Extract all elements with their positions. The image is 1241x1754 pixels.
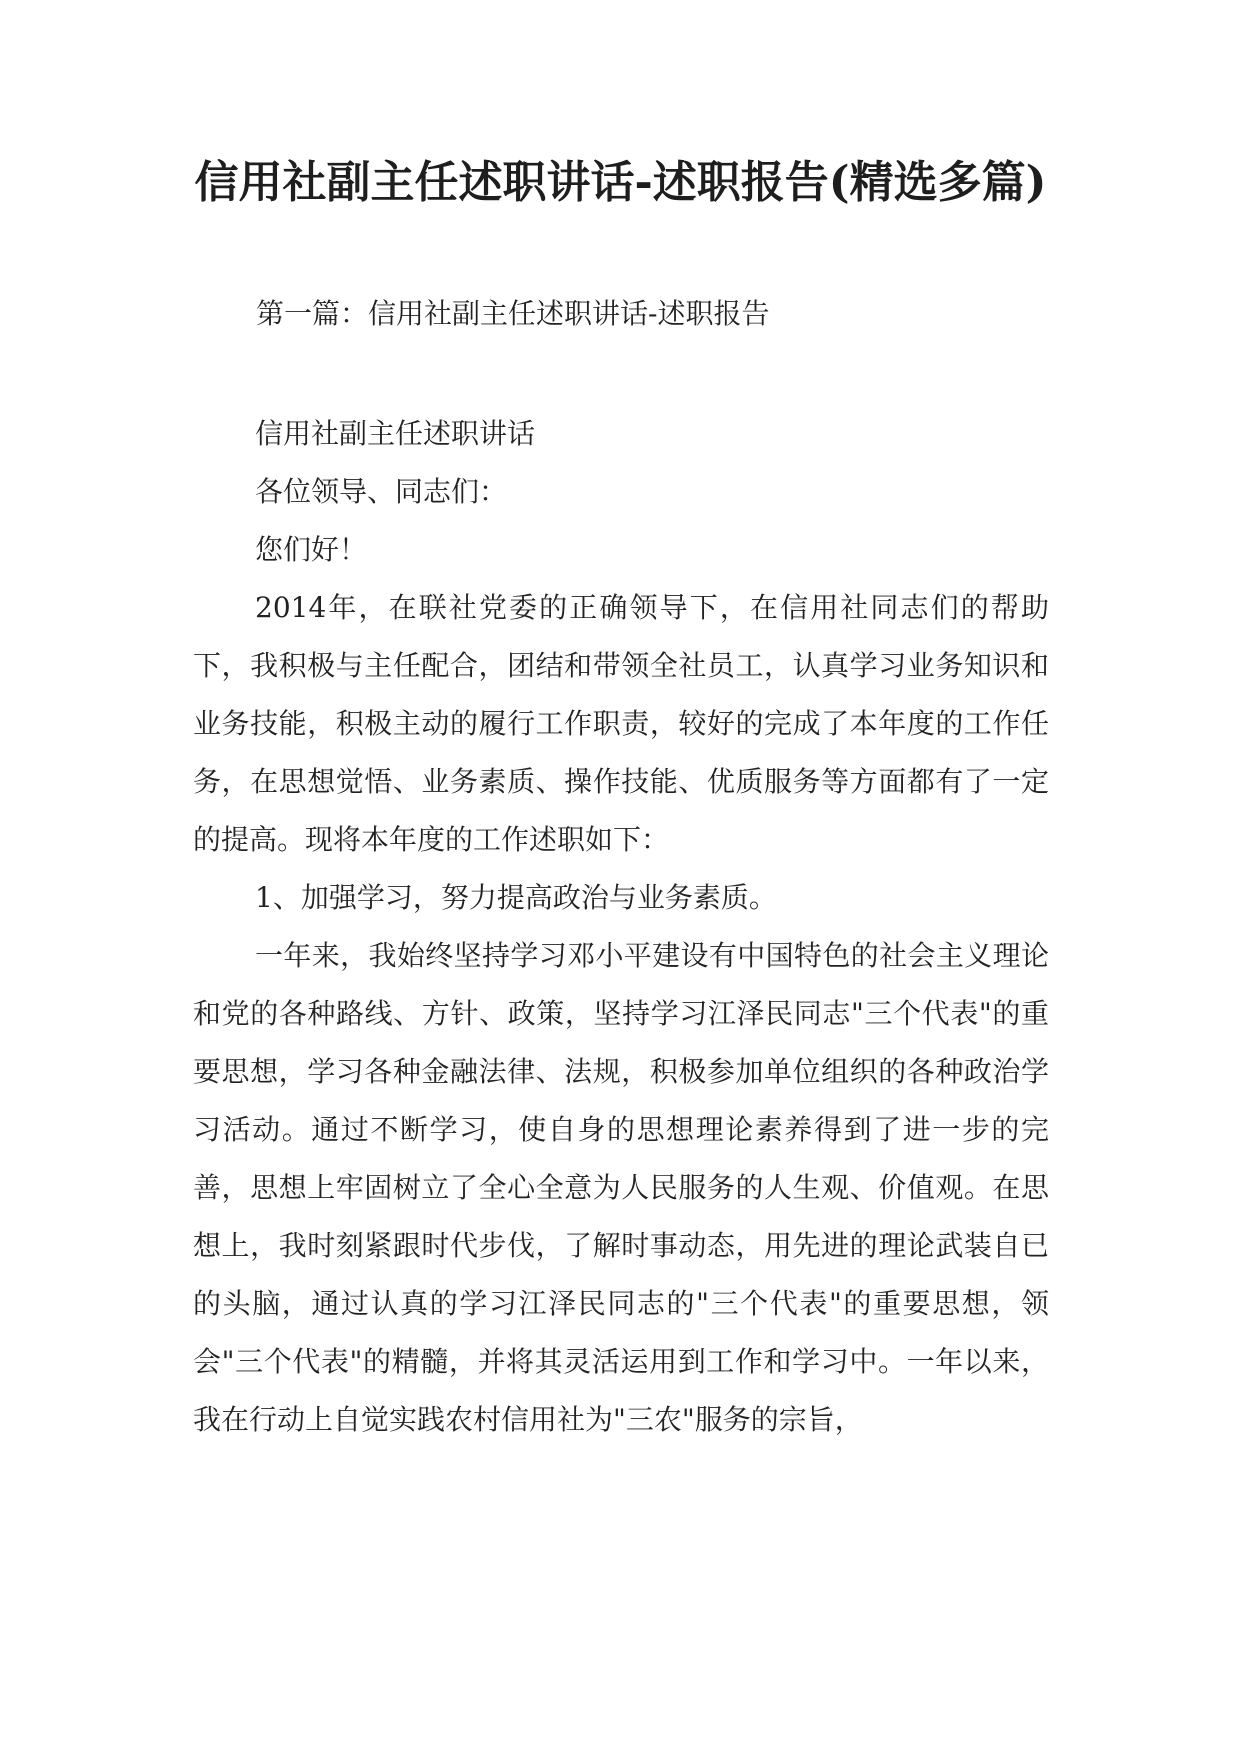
study-paragraph: 一年来，我始终坚持学习邓小平建设有中国特色的社会主义理论和党的各种路线、方针、政策，坚持学习江泽民同志"三个代表"的重要思想，学习各种金融法律、法规，积极参加单位组织的各种政治学习活动。通过不断学习，使自身的思想理论素养得到了进一步的完善，思想上牢固树立了全心全意为人民服务的人生观、价值观。在思想上，我时刻紧跟时代步伐，了解时事动态，用先进的理论武装自已的头脑，通过认真的学习江泽民同志的"三个代表"的重要思想，领会"三个代表"的精髓，并将其灵活运用到工作和学习中。一年以来，我在行动上自觉实践农村信用社为"三农"服务的宗旨， bbox=[193, 939, 1049, 1436]
intro-paragraph: 2014年，在联社党委的正确领导下，在信用社同志们的帮助下，我积极与主任配合，团结和带领全社员工，认真学习业务知识和业务技能，积极主动的履行工作职责，较好的完成了本年度的工作任务，在思想觉悟、业务素质、操作技能、优质服务等方面都有了一定的提高。现将本年度的工作述职如下： bbox=[193, 591, 1049, 856]
speech-title: 信用社副主任述职讲话 bbox=[255, 417, 536, 450]
document-body bbox=[193, 405, 1049, 1449]
subheading-study: 1、加强学习，努力提高政治与业务素质。 bbox=[255, 881, 777, 914]
section-heading: 第一篇：信用社副主任述职讲话-述职报告 bbox=[256, 297, 770, 330]
salutation: 各位领导、同志们： bbox=[255, 475, 508, 508]
document-title: 信用社副主任述职讲话-述职报告(精选多篇) bbox=[194, 157, 1047, 208]
greeting: 您们好！ bbox=[255, 533, 368, 566]
